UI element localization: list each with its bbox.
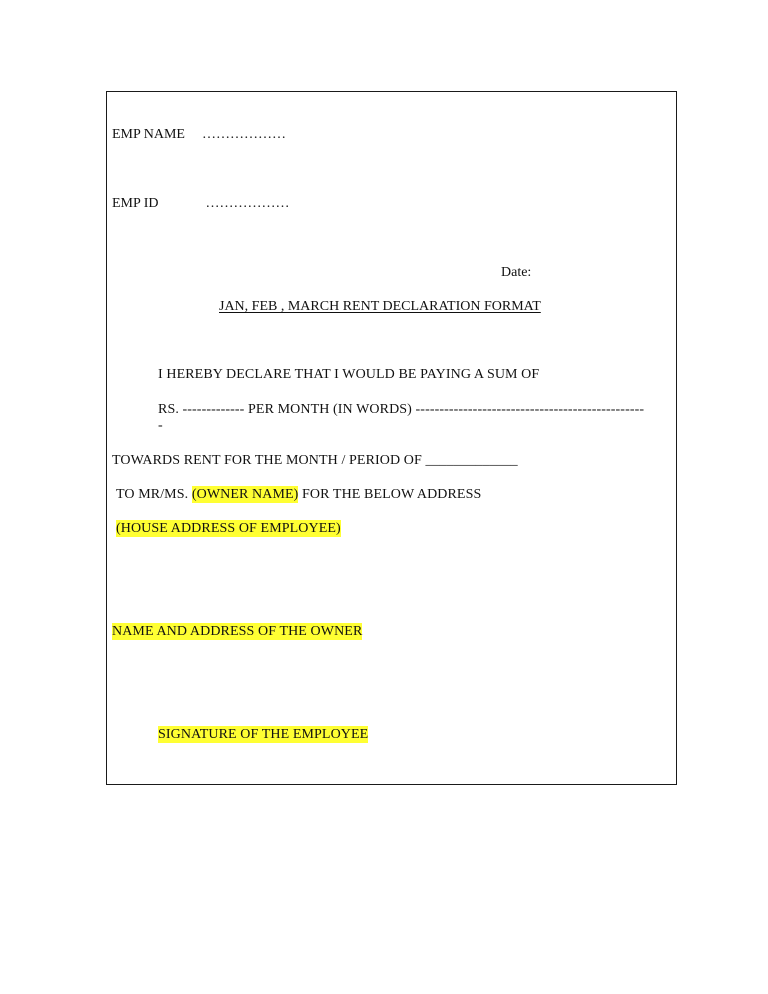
owner-name-highlight: (OWNER NAME) bbox=[191, 487, 299, 502]
emp-id-value: ……………… bbox=[205, 196, 290, 211]
emp-name-label: EMP NAME bbox=[112, 127, 185, 142]
emp-name-value: ……………… bbox=[202, 127, 286, 142]
document-title: JAN, FEB , MARCH RENT DECLARATION FORMAT bbox=[219, 299, 541, 314]
emp-id-label: EMP ID bbox=[112, 196, 159, 211]
owner-address-highlight: NAME AND ADDRESS OF THE OWNER bbox=[112, 624, 363, 639]
house-address-row bbox=[116, 520, 341, 538]
to-owner-row bbox=[116, 486, 481, 504]
date-label: Date: bbox=[501, 265, 532, 280]
to-suffix: FOR THE BELOW ADDRESS bbox=[302, 487, 482, 502]
rs-line-wrap: - bbox=[158, 418, 163, 433]
date-row bbox=[501, 264, 531, 282]
to-prefix: TO MR/MS. bbox=[116, 487, 189, 502]
declare-line: I HEREBY DECLARE THAT I WOULD BE PAYING A SUM OF bbox=[158, 367, 540, 382]
signature-row bbox=[158, 726, 368, 744]
house-address-highlight: (HOUSE ADDRESS OF EMPLOYEE) bbox=[116, 521, 341, 536]
emp-name-row bbox=[112, 126, 286, 144]
emp-id-row bbox=[112, 195, 290, 213]
signature-highlight: SIGNATURE OF THE EMPLOYEE bbox=[158, 727, 369, 742]
towards-line: TOWARDS RENT FOR THE MONTH / PERIOD OF _____________ bbox=[112, 453, 518, 468]
rs-line: RS. ------------- PER MONTH (IN WORDS) ------------------------------------------------ bbox=[158, 402, 645, 417]
owner-address-row bbox=[112, 623, 362, 641]
